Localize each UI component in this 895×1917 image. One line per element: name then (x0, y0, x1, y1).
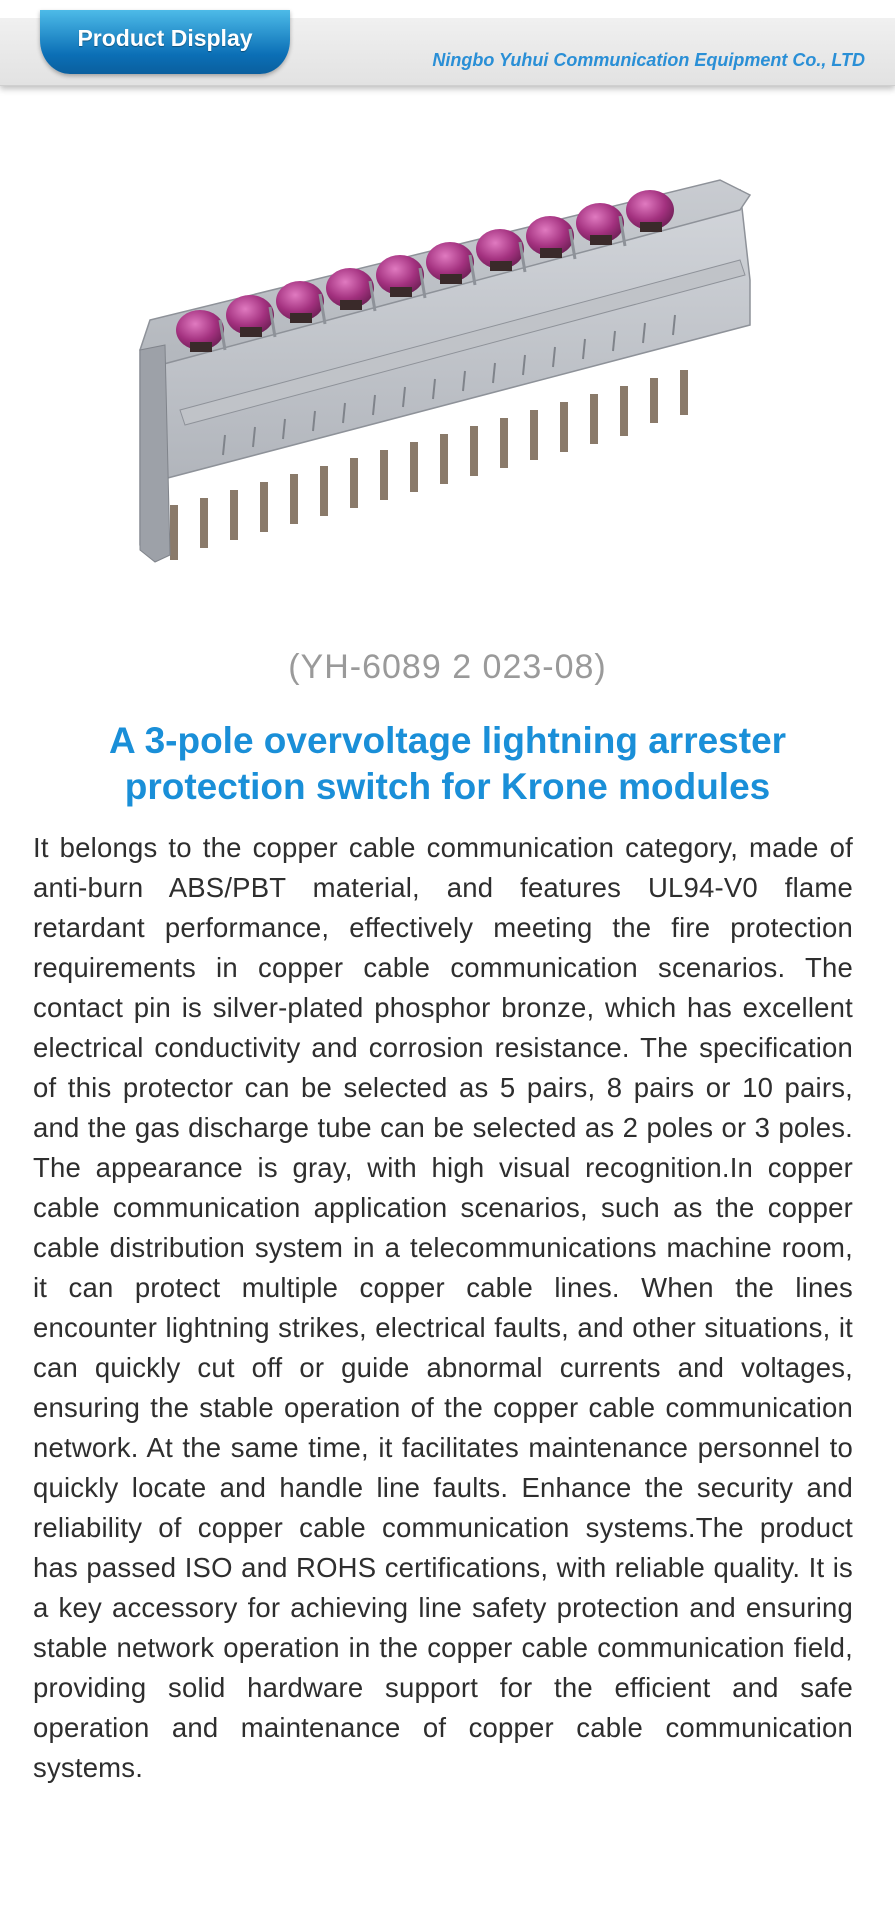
product-image (60, 150, 835, 620)
product-display-tab-label: Product Display (77, 25, 253, 51)
product-description: It belongs to the copper cable communication category, made of anti-burn ABS/PBT material, and features UL94-V0 flame retardant performance, effectively meeting the fire protection requirements in copper cable communication scenarios. The contact pin is silver-plated phosphor bronze, which has excellent electrical conductivity and corrosion resistance. The specification of this protector can be selected as 5 pairs, 8 pairs or 10 pairs, and the gas discharge tube can be selected as 2 poles or 3 poles. The appearance is gray, with high visual recognition.In copper cable communication application scenarios, such as the copper cable distribution system in a telecommunications machine room, it can protect multiple copper cable lines. When the lines encounter lightning strikes, electrical faults, and other situations, it can quickly cut off or guide abnormal currents and voltages, ensuring the stable operation of the copper cable communication network. At the same time, it facilitates maintenance personnel to quickly locate and handle line faults. Enhance the security and reliability of copper cable communication systems.The product has passed ISO and ROHS certifications, with reliable quality. It is a key accessory for achieving line safety protection and ensuring stable network operation in the copper cable communication field, providing solid hardware support for the efficient and safe operation and maintenance of copper cable communication systems. (33, 832, 853, 1783)
product-title (40, 718, 855, 810)
page-header (0, 0, 895, 86)
product-display-tab[interactable] (40, 10, 290, 74)
product-title-line-2: protection switch for Krone modules (124, 766, 771, 807)
product-model-number: (YH-6089 2 023-08) (288, 648, 607, 686)
product-title-line-1: A 3-pole overvoltage lightning arrester (108, 720, 787, 761)
company-name: Ningbo Yuhui Communication Equipment Co., LTD (432, 50, 865, 70)
